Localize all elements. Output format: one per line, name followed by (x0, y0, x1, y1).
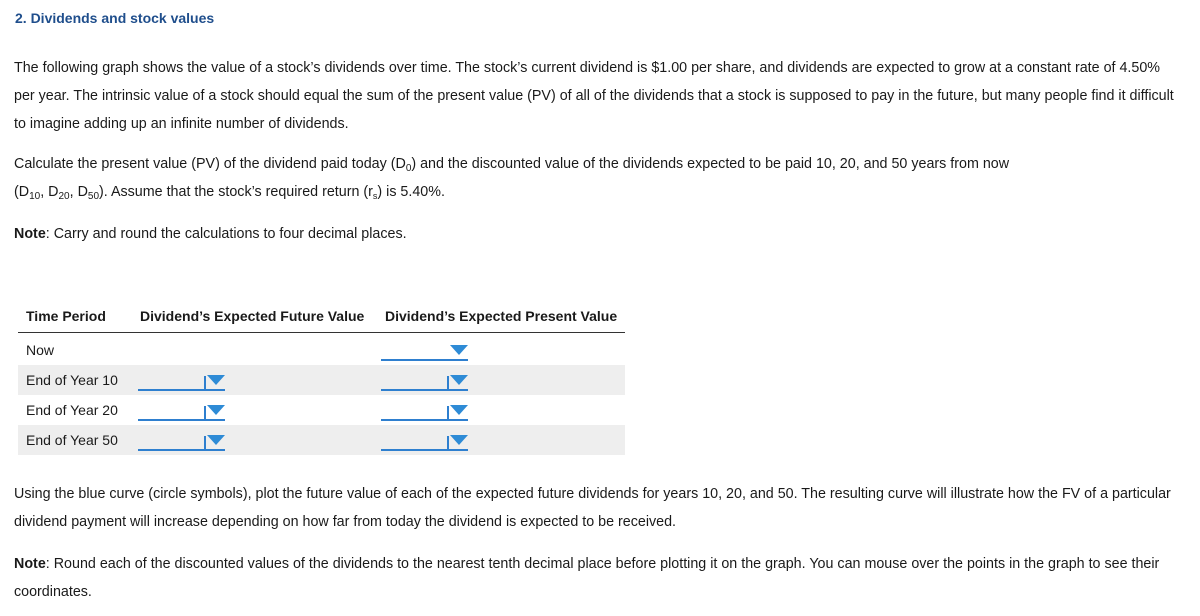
intro-paragraph: The following graph shows the value of a stock’s dividends over time. The stock’s current dividend is $1.00 per share, and dividends are expected to grow at a constant rate of 4.50% per year. The intrinsic value of a stock should equal the sum of the present value (PV) of all of the dividends that a stock is supposed to pay in the future, but many people find it difficult to imagine adding up an infinite number of dividends. (14, 60, 1174, 132)
header-time-period: Time Period (18, 306, 132, 333)
calc-sep-2: , D (69, 184, 88, 200)
section-title: 2. Dividends and stock values (15, 10, 215, 26)
present-value-cell (377, 333, 625, 366)
present-value-dropdown-year-50[interactable] (381, 429, 468, 451)
text-cursor-icon (204, 436, 206, 450)
table-row-now (18, 333, 625, 366)
calc-text-paren: (D (14, 184, 30, 200)
note-label: Note (14, 226, 46, 242)
present-value-cell (377, 365, 625, 395)
dropdown-arrow-icon (207, 375, 225, 385)
text-cursor-icon (447, 406, 449, 420)
period-label: End of Year 50 (18, 425, 132, 455)
header-present-value: Dividend’s Expected Present Value (377, 306, 625, 333)
note-rounding (14, 220, 1184, 248)
calc-sep-1: , D (40, 184, 59, 200)
text-cursor-icon (204, 406, 206, 420)
header-future-value: Dividend’s Expected Future Value (132, 306, 377, 333)
dropdown-arrow-icon (450, 375, 468, 385)
dividend-table (18, 306, 625, 455)
future-value-dropdown-year-20[interactable] (138, 399, 225, 421)
note-label: Note (14, 556, 46, 572)
period-label: Now (26, 342, 55, 358)
present-value-cell (377, 395, 625, 425)
note-plotting (14, 550, 1184, 606)
plot-instruction: Using the blue curve (circle symbols), plot the future value of each of the expected future dividends for years 10, 20, and 50. The resulting curve will illustrate how the FV of a particular dividend payment will increase depending on how far from today the dividend is expected to be received. (14, 486, 1171, 530)
dropdown-arrow-icon (207, 405, 225, 415)
text-cursor-icon (447, 436, 449, 450)
period-label: End of Year 20 (26, 402, 118, 418)
present-value-cell (377, 425, 625, 455)
text-cursor-icon (204, 376, 206, 390)
future-value-dropdown-year-50[interactable] (138, 429, 225, 451)
d50-subscript: 50 (87, 191, 100, 202)
future-value-cell (132, 333, 377, 366)
dropdown-arrow-icon (207, 435, 225, 445)
d20-subscript: 20 (58, 191, 70, 202)
period-label: End of Year 10 (18, 365, 132, 395)
table-row-year-50 (18, 425, 625, 455)
rs-subscript: s (372, 191, 378, 201)
d10-subscript: 10 (29, 191, 41, 202)
calc-text-1: Calculate the present value (PV) of the dividend paid today (D (14, 156, 406, 172)
future-value-dropdown-year-10[interactable] (138, 369, 225, 391)
future-value-cell (132, 395, 377, 425)
future-value-cell (132, 425, 377, 455)
dropdown-arrow-icon (450, 345, 468, 355)
calc-text-3: ). Assume that the stock’s required return (r (99, 184, 373, 200)
future-value-cell (132, 365, 377, 395)
calc-text-4: ) is 5.40%. (377, 184, 445, 200)
calc-text-2: ) and the discounted value of the dividends expected to be paid 10, 20, and 50 years from now (411, 156, 1010, 172)
table-row-year-20 (18, 395, 625, 425)
present-value-dropdown-year-10[interactable] (381, 369, 468, 391)
present-value-dropdown-now[interactable] (381, 339, 468, 361)
note-text: : Round each of the discounted values of the dividends to the nearest tenth decimal place before plotting it on the graph. You can mouse over the points in the graph to see their coordinates. (14, 556, 1160, 600)
calc-instruction (14, 150, 1184, 206)
d0-subscript: 0 (405, 163, 412, 174)
dropdown-arrow-icon (450, 435, 468, 445)
note-text: : Carry and round the calculations to four decimal places. (45, 226, 407, 242)
dropdown-arrow-icon (450, 405, 468, 415)
text-cursor-icon (447, 376, 449, 390)
table-header-row (18, 306, 625, 333)
table-row-year-10 (18, 365, 625, 395)
present-value-dropdown-year-20[interactable] (381, 399, 468, 421)
